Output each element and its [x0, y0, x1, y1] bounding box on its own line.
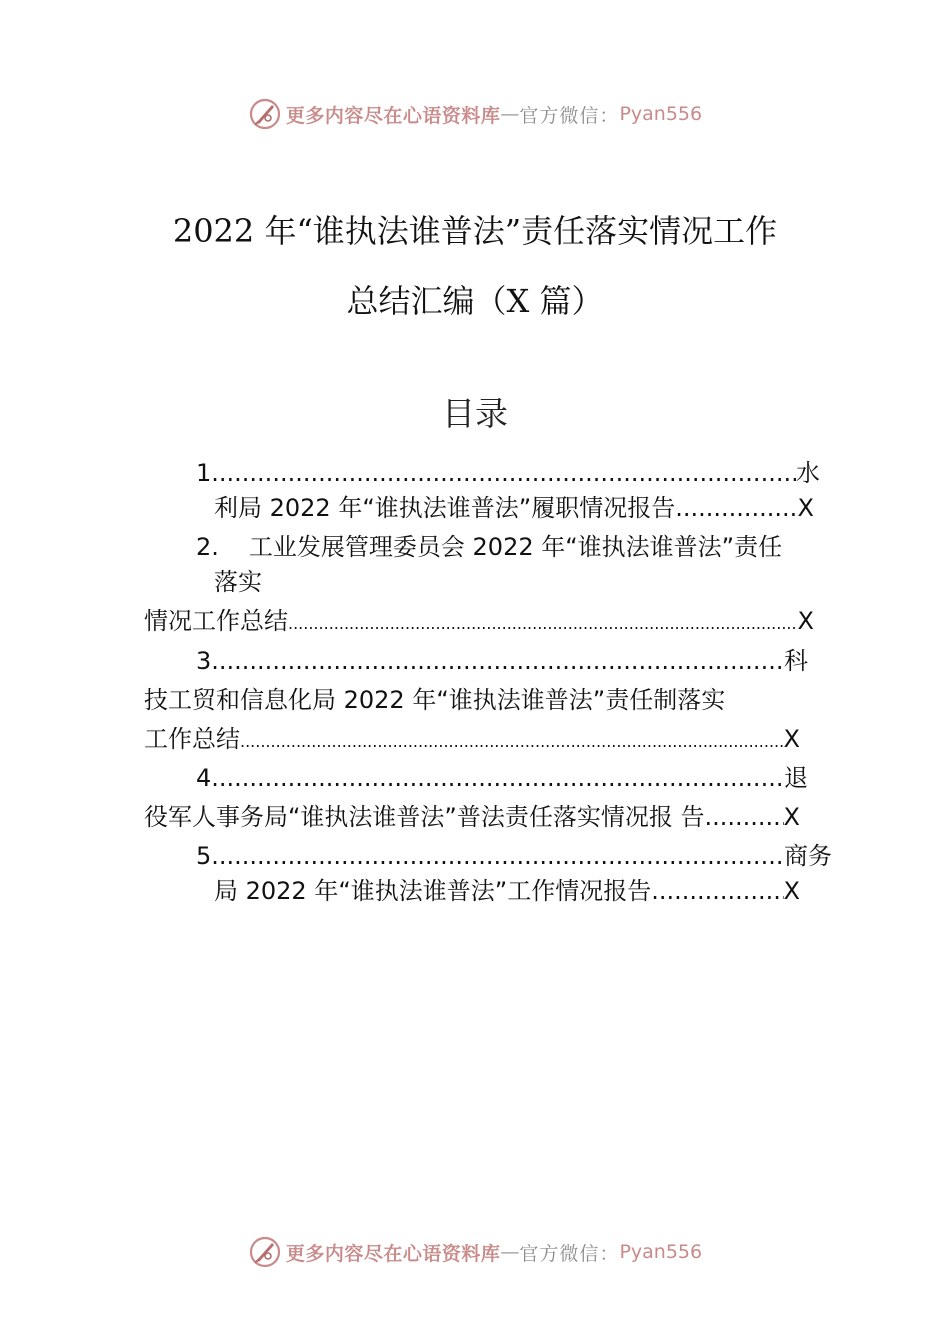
toc-entry-5-line2[interactable]: [214, 873, 800, 909]
watermark-account-label: 官方微信：: [519, 104, 620, 127]
toc-entry-page: X: [783, 877, 800, 905]
watermark-banner-top: [0, 94, 950, 134]
watermark-account-label: 官方微信：: [519, 1242, 620, 1265]
toc-entry-2-line1[interactable]: [196, 529, 836, 565]
toc-entry-text: 工业发展管理委员会 2022 年“谁执法谁普法”责任: [248, 533, 783, 561]
toc-entry-text: 情况工作总结: [144, 607, 288, 635]
toc-entry-3-line1[interactable]: [196, 643, 808, 679]
toc-leader-dots: [288, 603, 798, 639]
watermark-brand: 更多内容尽在心语资料库: [285, 104, 501, 127]
toc-entry-text-start: 退: [784, 764, 808, 792]
toc-leader-dots: [211, 455, 796, 491]
toc-entry-number: 1: [196, 459, 212, 487]
toc-entry-text: 局 2022 年“谁执法谁普法”工作情况报告: [214, 877, 652, 905]
toc-leader-dots: [211, 838, 784, 874]
toc-entry-text: 落实: [214, 568, 262, 596]
toc-entry-text: 工作总结: [144, 725, 240, 753]
toc-entry-page: X: [783, 803, 800, 831]
document-title-line1: 2022 年“谁执法谁普法”责任落实情况工作: [172, 212, 778, 250]
toc-entry-page: X: [783, 725, 800, 753]
watermark-separator: —: [500, 103, 520, 125]
watermark-handle: Pyan556: [619, 103, 703, 125]
toc-leader-dots: [705, 799, 784, 835]
toc-entry-5-line1[interactable]: [196, 838, 832, 874]
toc-entry-text: 利局 2022 年“谁执法谁普法”履职情况报告: [214, 494, 676, 522]
toc-leader-dots: [211, 760, 784, 796]
watermark-handle: Pyan556: [619, 1241, 703, 1263]
toc-entry-page: X: [797, 494, 814, 522]
watermark-brand: 更多内容尽在心语资料库: [285, 1242, 501, 1265]
toc-entry-page: X: [797, 607, 814, 635]
toc-entry-3-line2[interactable]: [144, 682, 804, 718]
toc-entry-1-line1[interactable]: [196, 455, 820, 491]
toc-leader-dots: [675, 490, 797, 526]
toc-entry-number: 2.: [196, 533, 219, 561]
quill-seal-icon: [248, 97, 282, 131]
toc-entry-4-line1[interactable]: [196, 760, 808, 796]
watermark-separator: —: [500, 1241, 520, 1263]
toc-entry-text: 役军人事务局“谁执法谁普法”普法责任落实情况报 告: [144, 803, 705, 831]
document-title-line2: 总结汇编（X 篇）: [346, 282, 604, 320]
toc-entry-4-line2[interactable]: [144, 799, 800, 835]
quill-seal-icon: [248, 1235, 282, 1269]
toc-heading: 目录: [442, 394, 508, 433]
watermark-banner-bottom: [0, 1232, 950, 1272]
toc-entry-text-start: 水: [796, 459, 820, 487]
toc-entry-text-start: 科: [784, 647, 808, 675]
toc-entry-text-start: 商务: [784, 842, 832, 870]
toc-leader-dots: [651, 873, 783, 909]
toc-entry-text: 技工贸和信息化局 2022 年“谁执法谁普法”责任制落实: [144, 686, 726, 714]
toc-entry-3-line3[interactable]: [144, 721, 800, 757]
toc-leader-dots: [211, 643, 784, 679]
toc-entry-1-line2[interactable]: [214, 490, 814, 526]
toc-entry-2-line2[interactable]: [214, 564, 514, 600]
toc-entry-number: 4: [196, 764, 212, 792]
toc-entry-2-line3[interactable]: [144, 603, 814, 639]
toc-leader-dots: [240, 721, 784, 757]
toc-entry-number: 5: [196, 842, 212, 870]
toc-entry-number: 3: [196, 647, 212, 675]
